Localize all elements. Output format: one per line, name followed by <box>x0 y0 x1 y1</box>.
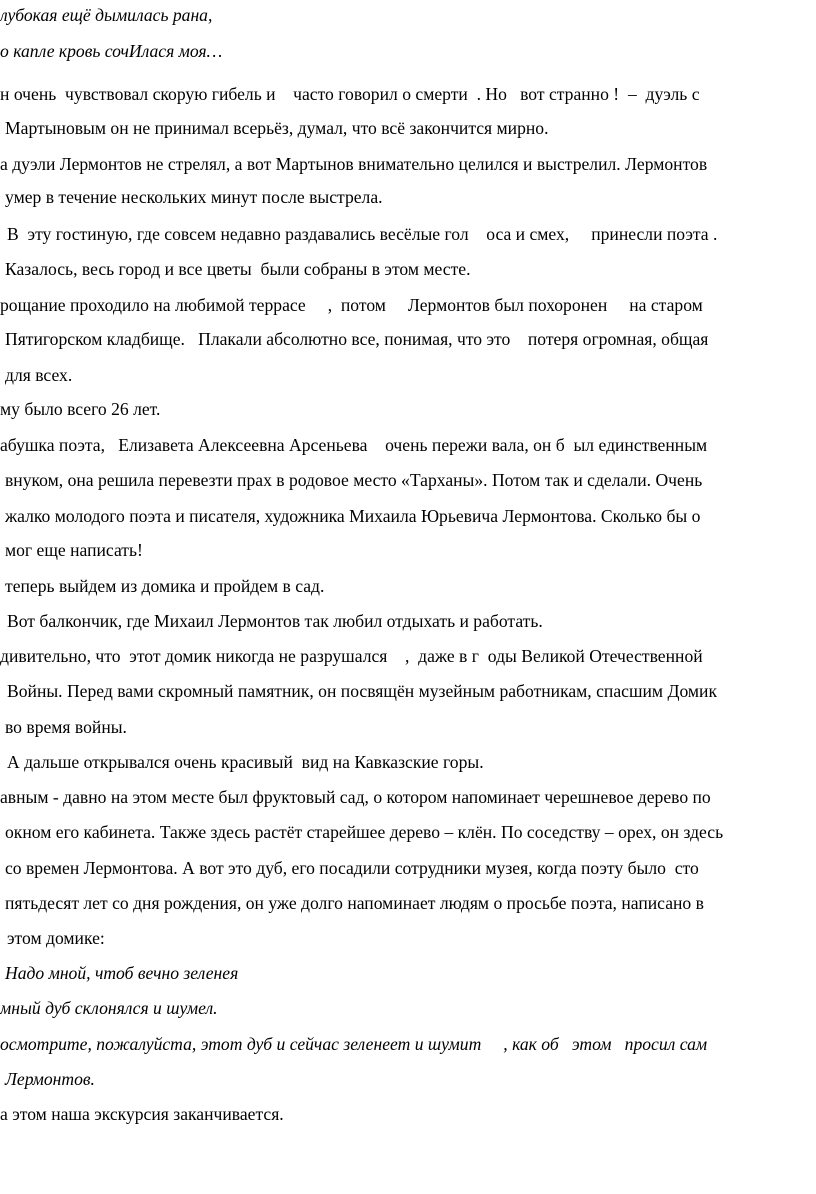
paragraph-line: теперь выйдем из домика и пройдем в сад. <box>5 576 325 596</box>
paragraph-line: Войны. Перед вами скромный памятник, он посвящён музейным работникам, спасшим Домик <box>7 681 718 701</box>
paragraph-line: а дуэли Лермонтов не стрелял, а вот Мартынов внимательно целился и выстрелил. Лермонтов <box>0 154 708 174</box>
paragraph-line: н очень чувствовал скорую гибель и часто говорил о смерти . Но вот странно ! – дуэль с <box>0 84 700 104</box>
paragraph-line: абушка поэта, Елизавета Алексеевна Арсеньева очень пережи вала, он б ыл единственным <box>0 435 708 455</box>
poem-line: Надо мной, чтоб вечно зеленея <box>5 963 239 983</box>
paragraph-line: осмотрите, пожалуйста, этот дуб и сейчас зеленеет и шумит , как об этом просил сам <box>0 1034 708 1054</box>
paragraph-line: рощание проходило на любимой террасе , потом Лермонтов был похоронен на старом <box>0 295 703 315</box>
paragraph-line: Вот балкончик, где Михаил Лермонтов так любил отдыхать и работать. <box>7 611 543 631</box>
paragraph-line: во время войны. <box>5 717 127 737</box>
paragraph-line: В эту гостиную, где совсем недавно раздавались весёлые гол оса и смех, принесли поэта . <box>7 224 718 244</box>
paragraph-line: мог еще написать! <box>5 540 143 560</box>
paragraph-line: Мартыновым он не принимал всерьёз, думал, что всё закончится мирно. <box>5 118 549 138</box>
paragraph-line: Казалось, весь город и все цветы были собраны в этом месте. <box>5 259 471 279</box>
paragraph-line: Пятигорском кладбище. Плакали абсолютно все, понимая, что это потеря огромная, общая <box>5 329 709 349</box>
paragraph-line: умер в течение нескольких минут после выстрела. <box>5 187 383 207</box>
paragraph-line: му было всего 26 лет. <box>0 399 161 419</box>
paragraph-line: А дальше открывался очень красивый вид на Кавказские горы. <box>7 752 484 772</box>
poem-line: лубокая ещё дымилась рана, <box>0 5 213 25</box>
paragraph-line: дивительно, что этот домик никогда не разрушался , даже в г оды Великой Отечественной <box>0 646 703 666</box>
paragraph-line: пятьдесят лет со дня рождения, он уже долго напоминает людям о просьбе поэта, написано в <box>5 893 704 913</box>
paragraph-line: этом домике: <box>7 928 105 948</box>
paragraph-line: а этом наша экскурсия заканчивается. <box>0 1104 284 1124</box>
poem-line: мный дуб склонялся и шумел. <box>0 998 218 1018</box>
paragraph-line: жалко молодого поэта и писателя, художника Михаила Юрьевича Лермонтова. Сколько бы о <box>5 506 701 526</box>
paragraph-line: для всех. <box>5 365 73 385</box>
paragraph-line: со времен Лермонтова. А вот это дуб, его посадили сотрудники музея, когда поэту было сто <box>5 858 699 878</box>
paragraph-line: Лермонтов. <box>5 1069 95 1089</box>
poem-line: о капле кровь сочИлася моя… <box>0 41 223 61</box>
paragraph-line: окном его кабинета. Также здесь растёт старейшее дерево – клён. По соседству – орех, он здесь <box>5 822 724 842</box>
paragraph-line: авным - давно на этом месте был фруктовый сад, о котором напоминает черешневое дерево по <box>0 787 711 807</box>
paragraph-line: внуком, она решила перевезти прах в родовое место «Тарханы». Потом так и сделали. Очень <box>5 470 703 490</box>
